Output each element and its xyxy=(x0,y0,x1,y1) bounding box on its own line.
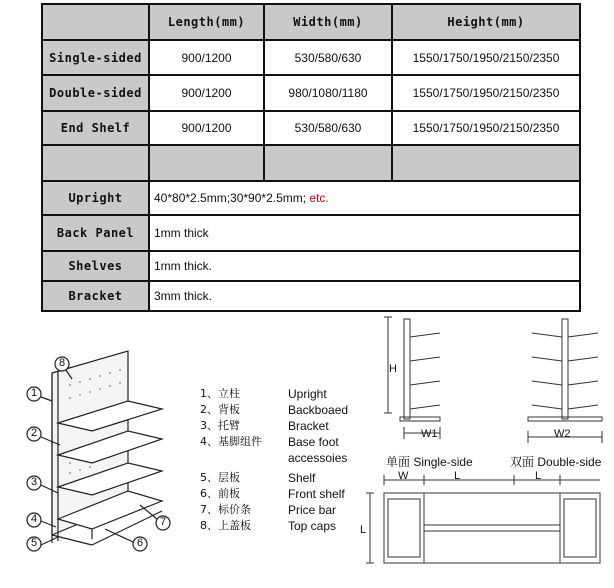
legend-item: 5、层板 Shelf xyxy=(200,471,316,485)
blank-cell xyxy=(42,145,149,181)
cell-length: 900/1200 xyxy=(149,40,264,75)
spec-label: Back Panel xyxy=(42,215,149,251)
legend-item: 8、上盖板 Top caps xyxy=(200,519,337,533)
header-row xyxy=(42,4,580,40)
dim-w: W xyxy=(398,470,409,482)
callout-2: 2 xyxy=(31,427,38,439)
single-side-label: 单面 Single-side xyxy=(386,455,473,469)
spec-extra: etc. xyxy=(309,191,329,205)
spec-table xyxy=(41,3,581,312)
cell-width: 530/580/630 xyxy=(264,111,392,145)
spec-label: Shelves xyxy=(42,251,149,281)
dim-l-right: L xyxy=(535,470,542,482)
dim-l-left: L xyxy=(454,470,461,482)
header-width: Width(mm) xyxy=(264,4,392,40)
spec-value: 3mm thick. xyxy=(149,281,580,311)
dim-w2: W2 xyxy=(554,428,571,440)
spec-row xyxy=(42,215,580,251)
row-label: Single-sided xyxy=(42,40,149,75)
row-label: End Shelf xyxy=(42,111,149,145)
callout-5: 5 xyxy=(31,537,38,549)
spec-value: 1mm thick. xyxy=(149,251,580,281)
blank-cell xyxy=(149,145,264,181)
blank-row xyxy=(42,145,580,181)
cell-width: 980/1080/1180 xyxy=(264,75,392,111)
cell-height: 1550/1750/1950/2150/2350 xyxy=(392,40,580,75)
legend-item: 2、背板 Backboaed xyxy=(200,403,349,417)
cell-height: 1550/1750/1950/2150/2350 xyxy=(392,111,580,145)
legend-item: 6、前板 Front shelf xyxy=(200,487,345,501)
legend-item: 7、标价条 Price bar xyxy=(200,503,337,517)
spec-value: 1mm thick xyxy=(149,215,580,251)
callout-7: 7 xyxy=(160,516,167,528)
dim-w1: W1 xyxy=(421,428,438,440)
callout-4: 4 xyxy=(31,513,38,525)
header-length: Length(mm) xyxy=(149,4,264,40)
cell-width: 530/580/630 xyxy=(264,40,392,75)
legend-item: 3、托臂 Bracket xyxy=(200,419,329,433)
header-height: Height(mm) xyxy=(392,4,580,40)
spec-label: Upright xyxy=(42,181,149,215)
table-row xyxy=(42,75,580,111)
legend-item: 1、立柱 Upright xyxy=(200,387,327,401)
table-row xyxy=(42,40,580,75)
dim-l-side: L xyxy=(360,524,367,536)
legend-item: accessoies xyxy=(288,451,348,465)
shelf-sketch xyxy=(27,351,170,551)
table-row xyxy=(42,111,580,145)
spec-row xyxy=(42,281,580,311)
spec-row xyxy=(42,181,580,215)
legend-item: 4、基脚组件 Base foot xyxy=(200,435,339,449)
spec-row xyxy=(42,251,580,281)
side-view-diagrams xyxy=(384,317,602,443)
callout-3: 3 xyxy=(31,476,38,488)
spec-value-text: 40*80*2.5mm;30*90*2.5mm; xyxy=(154,191,310,205)
plan-view-diagram xyxy=(366,475,600,563)
spec-label: Bracket xyxy=(42,281,149,311)
callout-1: 1 xyxy=(31,387,38,399)
cell-height: 1550/1750/1950/2150/2350 xyxy=(392,75,580,111)
header-blank xyxy=(42,4,149,40)
blank-cell xyxy=(264,145,392,181)
blank-cell xyxy=(392,145,580,181)
row-label: Double-sided xyxy=(42,75,149,111)
callout-6: 6 xyxy=(137,537,144,549)
dim-h: H xyxy=(389,363,397,375)
double-side-label: 双面 Double-side xyxy=(510,455,602,469)
callout-8: 8 xyxy=(59,357,66,369)
parts-legend xyxy=(200,386,348,534)
spec-value xyxy=(149,181,580,215)
cell-length: 900/1200 xyxy=(149,75,264,111)
cell-length: 900/1200 xyxy=(149,111,264,145)
